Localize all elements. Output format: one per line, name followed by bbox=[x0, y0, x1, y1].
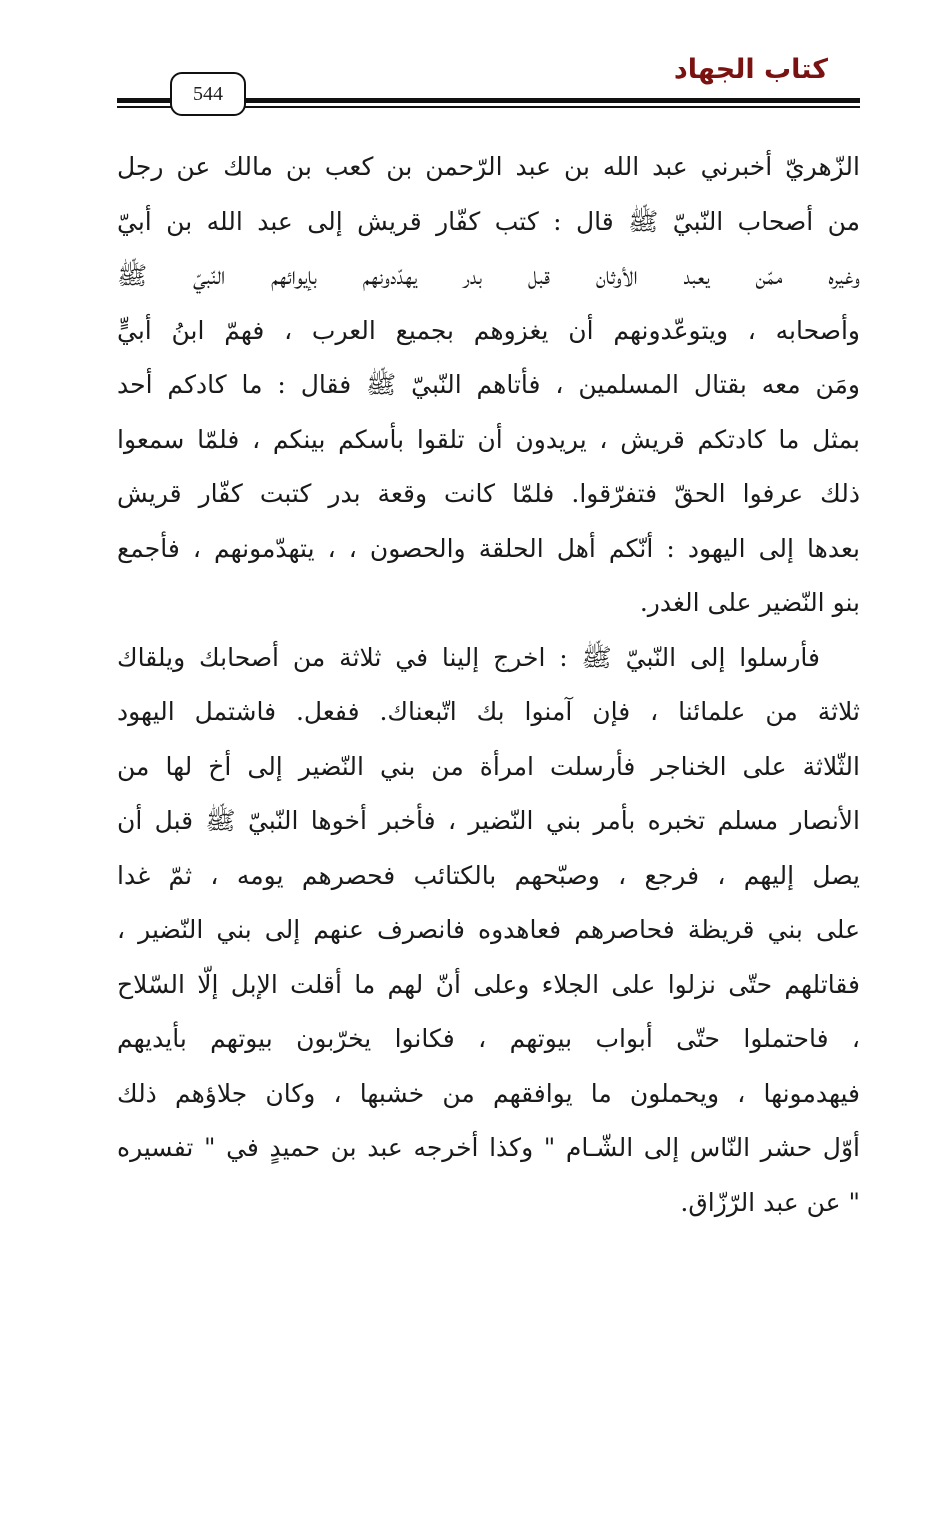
text-line: ثلاثة من علمائنا ، فإن آمنوا بك اتّبعناك. ففعل. فاشتمل اليهود bbox=[117, 697, 860, 726]
text-line: من أصحاب النّبيّ ﷺ قال : كتب كفّار قريش إلى عبد الله بن أبيّ bbox=[117, 206, 860, 236]
text-line: ، فاحتملوا حتّى أبواب بيوتهم ، فكانوا يخرّبون بيوتهم بأيديهم bbox=[117, 1024, 860, 1053]
text-line: على بني قريظة فحاصرهم فعاهدوه فانصرف عنهم إلى بني النّضير ، bbox=[117, 915, 860, 944]
text-line: الثّلاثة على الخناجر فأرسلت امرأة من بني النّضير إلى أخ لها من bbox=[117, 751, 860, 781]
text-line: بمثل ما كادتكم قريش ، يريدون أن تلقوا بأسكم بينكم ، فلمّا سمعوا bbox=[117, 424, 860, 454]
text-line: ذلك عرفوا الحقّ فتفرّقوا. فلمّا كانت وقعة بدر كتبت كفّار قريش bbox=[117, 479, 860, 508]
text-line: فأرسلوا إلى النّبيّ ﷺ : اخرج إلينا في ثلاثة من أصحابك ويلقاك bbox=[117, 642, 820, 672]
text-line: وأصحابه ، ويتوعّدونهم أن يغزوهم بجميع العرب ، فهمّ ابنُ أبيٍّ bbox=[117, 315, 860, 345]
page-number-badge bbox=[170, 72, 246, 116]
text-line: بعدها إلى اليهود : أنّكم أهل الحلقة والحصون ، ، يتهدّمونهم ، فأجمع bbox=[117, 533, 860, 563]
body-text bbox=[117, 140, 860, 1230]
text-line: فيهدمونها ، ويحملون ما يوافقهم من خشبها ، وكان جلاؤهم ذلك bbox=[117, 1078, 860, 1108]
page-number: 544 bbox=[193, 82, 223, 105]
book-title: كتاب الجهاد bbox=[673, 54, 828, 85]
paragraph-2 bbox=[117, 631, 860, 1231]
paragraph-1 bbox=[117, 140, 860, 631]
page-header bbox=[0, 0, 945, 130]
text-line: الأنصار مسلم تخبره بأمر بني النّضير ، فأخبر أخوها النّبيّ ﷺ قبل أن bbox=[117, 806, 860, 835]
text-line: وغيره ممّن يعبد الأوثان قبل بدر يهدّدونهم بإيوائهم النّبيّ ﷺ bbox=[117, 261, 860, 290]
text-line: فقاتلهم حتّى نزلوا على الجلاء وعلى أنّ لهم ما أقلت الإبل إلّا السّلاح bbox=[117, 969, 860, 999]
text-line: الزّهريّ أخبرني عبد الله بن عبد الرّحمن بن كعب بن مالك عن رجل bbox=[117, 152, 860, 181]
text-line: ومَن معه بقتال المسلمين ، فأتاهم النّبيّ ﷺ فقال : ما كادكم أحد bbox=[117, 370, 860, 399]
text-line: بنو النّضير على الغدر. bbox=[639, 588, 860, 617]
text-line: " عن عبد الرّزّاق. bbox=[680, 1187, 860, 1217]
text-line: أوّل حشر النّاس إلى الشّـام " وكذا أخرجه عبد بن حميدٍ في " تفسيره bbox=[117, 1133, 860, 1162]
text-line: يصل إليهم ، فرجع ، وصبّحهم بالكتائب فحصرهم يومه ، ثمّ غدا bbox=[117, 860, 860, 890]
